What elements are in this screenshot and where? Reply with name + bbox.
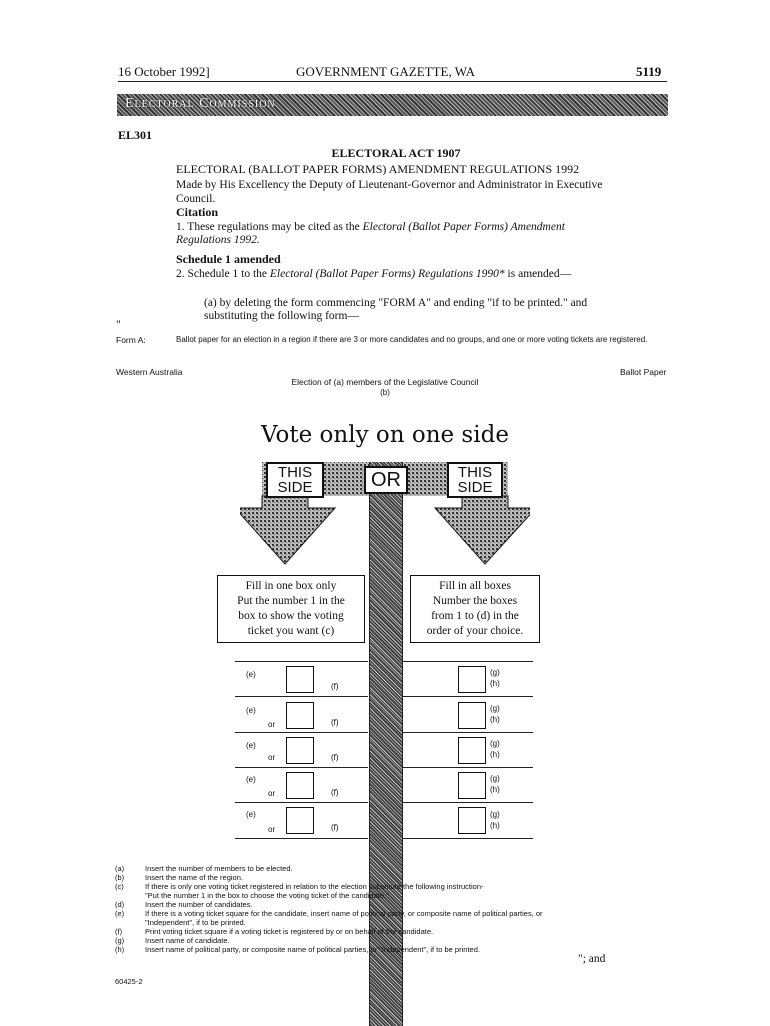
row-line xyxy=(402,838,533,839)
this-side-left-line2: SIDE xyxy=(277,479,313,496)
candidate-box[interactable] xyxy=(458,702,486,729)
row-candidate-party: (h) xyxy=(490,715,500,724)
note-key: (f) xyxy=(115,927,123,936)
candidate-box[interactable] xyxy=(458,666,486,693)
note-line xyxy=(115,873,243,882)
row-candidate-name: (g) xyxy=(490,739,500,748)
ticket-box[interactable] xyxy=(286,807,314,834)
note-text: Insert the number of candidates. xyxy=(145,900,253,909)
row-line xyxy=(402,661,533,662)
right-arrow xyxy=(435,496,530,564)
row-line xyxy=(235,767,368,768)
note-line xyxy=(115,936,230,945)
this-side-left-line1: THIS xyxy=(277,464,313,481)
row-party-label: (e) xyxy=(246,741,256,750)
citation-heading: Citation xyxy=(176,205,218,219)
item-a: (a) by deleting the form commencing "FORM A" and ending "if to be printed." and substituting the following form— xyxy=(204,297,588,322)
note-key: (c) xyxy=(115,882,124,891)
row-line xyxy=(235,661,368,662)
left-instruction-line: box to show the voting xyxy=(238,610,344,622)
or-label: OR xyxy=(364,466,408,494)
regulation-title: ELECTORAL (BALLOT PAPER FORMS) AMENDMENT REGULATIONS 1992 xyxy=(176,162,580,176)
row-party-label: (e) xyxy=(246,810,256,819)
row-or: or xyxy=(268,753,276,762)
note-line xyxy=(115,909,543,918)
left-arrow xyxy=(240,496,335,564)
note-text: Insert name of candidate. xyxy=(145,936,230,945)
election-region: (b) xyxy=(380,388,390,397)
row-ticket-label: (f) xyxy=(331,718,339,727)
schedule-number: 2. xyxy=(176,268,185,280)
row-candidate-name: (g) xyxy=(490,668,500,677)
row-line xyxy=(402,696,533,697)
note-line xyxy=(115,891,389,900)
this-side-right-line2: SIDE xyxy=(457,479,493,496)
note-line xyxy=(115,882,484,891)
note-text: "Independent", if to be printed. xyxy=(145,918,246,927)
header-rule xyxy=(118,81,667,82)
left-instruction-box xyxy=(217,575,365,643)
citation-text: These regulations may be cited as the xyxy=(187,221,360,233)
trailing-text: "; and xyxy=(578,953,606,965)
page-number: 5119 xyxy=(636,64,662,79)
candidate-box[interactable] xyxy=(458,807,486,834)
this-side-right-line1: THIS xyxy=(457,464,493,481)
vote-heading: Vote only on one side xyxy=(261,422,509,448)
note-key: (a) xyxy=(115,864,125,873)
election-line: Election of (a) members of the Legislative Council xyxy=(291,377,479,387)
row-line xyxy=(235,802,368,803)
ballot-paper-label: Ballot Paper xyxy=(620,367,667,377)
candidate-box[interactable] xyxy=(458,772,486,799)
note-line xyxy=(115,900,253,909)
row-party-label: (e) xyxy=(246,706,256,715)
row-line xyxy=(235,838,368,839)
divider-column xyxy=(369,462,403,1026)
ticket-box[interactable] xyxy=(286,737,314,764)
row-ticket-label: (f) xyxy=(331,682,339,691)
note-text: Insert the number of members to be elected. xyxy=(145,864,293,873)
row-or: or xyxy=(268,825,276,834)
note-text: If there is a voting ticket square for the candidate, insert name of political party, or composite name of political parties, or xyxy=(145,909,543,918)
citation-italic: Electoral (Ballot Paper Forms) Amendment Regulations 1992. xyxy=(176,221,565,246)
left-instruction-line: ticket you want (c) xyxy=(247,625,335,637)
schedule-text-b: is amended— xyxy=(507,268,572,280)
schedule-heading: Schedule 1 amended xyxy=(176,252,281,266)
schedule-italic: Electoral (Ballot Paper Forms) Regulations 1990* xyxy=(269,268,505,280)
note-line xyxy=(115,927,433,936)
row-line xyxy=(402,767,533,768)
footer-code: 60425-2 xyxy=(115,977,143,986)
right-instruction-box xyxy=(410,575,540,643)
note-line xyxy=(115,918,246,927)
gazette-date: 16 October 1992] xyxy=(118,64,210,79)
right-instruction-line: Number the boxes xyxy=(432,595,518,607)
row-line xyxy=(235,732,368,733)
row-party-label: (e) xyxy=(246,670,256,679)
ticket-box[interactable] xyxy=(286,666,314,693)
note-key: (e) xyxy=(115,909,125,918)
note-line xyxy=(115,945,480,954)
row-line xyxy=(402,802,533,803)
note-key: (d) xyxy=(115,900,125,909)
schedule-paragraph xyxy=(176,268,616,281)
row-ticket-label: (f) xyxy=(331,753,339,762)
row-line xyxy=(402,732,533,733)
this-side-right xyxy=(447,462,503,498)
state-label: Western Australia xyxy=(116,367,183,377)
gazette-title: GOVERNMENT GAZETTE, WA xyxy=(296,64,475,79)
row-candidate-party: (h) xyxy=(490,750,500,759)
act-title: ELECTORAL ACT 1907 xyxy=(331,146,461,160)
note-text: Insert the name of the region. xyxy=(145,873,243,882)
right-instruction-line: order of your choice. xyxy=(426,625,524,637)
row-ticket-label: (f) xyxy=(331,823,339,832)
note-key: (g) xyxy=(115,936,125,945)
made-by-text: Made by His Excellency the Deputy of Lieutenant-Governor and Administrator in Executive Council. xyxy=(176,179,603,205)
row-candidate-party: (h) xyxy=(490,679,500,688)
row-candidate-name: (g) xyxy=(490,774,500,783)
notice-code: EL301 xyxy=(118,128,153,142)
left-instruction-line: Fill in one box only xyxy=(245,580,337,592)
citation-number: 1. xyxy=(176,221,185,233)
note-text: Insert name of political party, or composite name of political parties, or "Independent", if to be printed. xyxy=(145,945,480,954)
note-text: Print voting ticket square if a voting ticket is registered by or on behalf of the candidate. xyxy=(145,927,434,936)
ticket-box[interactable] xyxy=(286,702,314,729)
note-key: (b) xyxy=(115,873,125,882)
schedule-text-a: Schedule 1 to the xyxy=(187,268,268,280)
left-instruction-line: Put the number 1 in the xyxy=(237,595,345,607)
ticket-box[interactable] xyxy=(286,772,314,799)
right-instruction-line: from 1 to (d) in the xyxy=(431,610,519,622)
note-text: "Put the number 1 in the box to choose the voting ticket of the candidate." xyxy=(145,891,389,900)
this-side-left xyxy=(266,462,324,498)
section-banner xyxy=(117,94,668,116)
row-line xyxy=(235,696,368,697)
note-text: If there is only one voting ticket registered in relation to the election substitute the following instruction- xyxy=(145,882,484,891)
open-quote: " xyxy=(116,319,121,331)
row-or: or xyxy=(268,789,276,798)
banner-label: Electoral Commission xyxy=(125,96,276,111)
row-candidate-name: (g) xyxy=(490,704,500,713)
citation-paragraph xyxy=(176,221,616,247)
row-party-label: (e) xyxy=(246,775,256,784)
note-line xyxy=(115,864,293,873)
row-candidate-party: (h) xyxy=(490,785,500,794)
row-candidate-name: (g) xyxy=(490,810,500,819)
right-instruction-line: Fill in all boxes xyxy=(439,580,511,592)
row-ticket-label: (f) xyxy=(331,788,339,797)
row-candidate-party: (h) xyxy=(490,821,500,830)
form-label: Form A: xyxy=(116,335,146,345)
form-description: Ballot paper for an election in a region if there are 3 or more candidates and no groups, and one or more voting tickets are registered. xyxy=(176,335,648,344)
note-key: (h) xyxy=(115,945,125,954)
candidate-box[interactable] xyxy=(458,737,486,764)
row-or: or xyxy=(268,720,276,729)
